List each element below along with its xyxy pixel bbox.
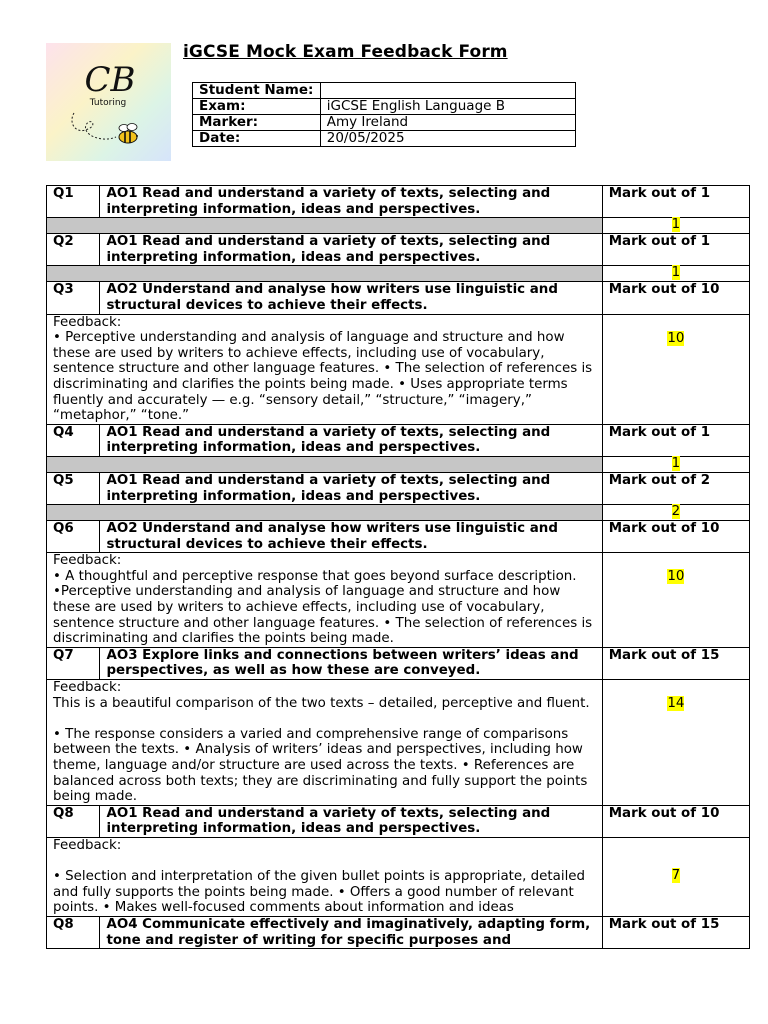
- score-bar: [47, 266, 603, 282]
- student-info-table: [192, 82, 576, 147]
- score-cell: [602, 505, 749, 521]
- mark-out-of: Mark out of 1: [602, 186, 749, 218]
- date-value: 20/05/2025: [320, 131, 575, 147]
- mark-out-of: Mark out of 15: [602, 916, 749, 948]
- assessment-objective: AO3 Explore links and connections between writers’ ideas and perspectives, as well as how these are conveyed.: [100, 647, 602, 679]
- exam-value: iGCSE English Language B: [320, 99, 575, 115]
- feedback-label: Feedback:: [53, 837, 122, 853]
- feedback-cell: [47, 837, 603, 916]
- student-name-field: [320, 83, 575, 99]
- mark-out-of: Mark out of 15: [602, 647, 749, 679]
- logo-subtitle: Tutoring: [89, 98, 127, 108]
- score-row: [47, 456, 750, 472]
- score-cell: [602, 314, 749, 424]
- mark-out-of: Mark out of 10: [602, 521, 749, 553]
- feedback-label: Feedback:: [53, 553, 122, 569]
- question-row: [47, 521, 750, 553]
- mark-out-of: Mark out of 1: [602, 424, 749, 456]
- question-number: Q4: [47, 424, 100, 456]
- feedback-row: [47, 314, 750, 424]
- logo-initials: CB: [84, 60, 136, 100]
- score-cell: [602, 680, 749, 806]
- info-key: Student Name:: [193, 83, 321, 99]
- feedback-spacer: [53, 711, 596, 727]
- score-bar: [47, 218, 603, 234]
- assessment-objective: AO4 Communicate effectively and imaginatively, adapting form, tone and register of writing for specific purposes and: [100, 916, 602, 948]
- mark-out-of: Mark out of 10: [602, 805, 749, 837]
- question-number: Q8: [47, 805, 100, 837]
- score-value: 1: [671, 217, 681, 233]
- info-row-marker: [193, 115, 576, 131]
- question-number: Q7: [47, 647, 100, 679]
- info-row-student: [193, 83, 576, 99]
- score-value: 10: [667, 569, 685, 585]
- question-row: [47, 472, 750, 504]
- question-row: [47, 282, 750, 314]
- score-cell: [602, 266, 749, 282]
- feedback-text: • A thoughtful and perceptive response that goes beyond surface description. •Perceptive understanding and analysis of language and structure and how these are used by writers to achieve effects, including use of vocabulary, sentence structure and other language features. • The selection of references is discriminating and clarifies the points being made.: [53, 568, 593, 647]
- score-value: 7: [671, 867, 681, 883]
- assessment-objective: AO1 Read and understand a variety of texts, selecting and interpreting information, ideas and perspectives.: [100, 424, 602, 456]
- feedback-row: [47, 837, 750, 916]
- assessment-objective: AO1 Read and understand a variety of texts, selecting and interpreting information, ideas and perspectives.: [100, 186, 602, 218]
- score-bar: [47, 505, 603, 521]
- form-title: iGCSE Mock Exam Feedback Form: [183, 42, 508, 62]
- feedback-text: • Selection and interpretation of the given bullet points is appropriate, detailed and fully supports the points being made. • Offers a good number of relevant points. • Makes well-focused comments about information and ideas: [53, 869, 586, 916]
- question-row: [47, 424, 750, 456]
- score-cell: [602, 553, 749, 648]
- score-value: 14: [667, 696, 685, 712]
- info-row-date: [193, 131, 576, 147]
- assessment-objective: AO1 Read and understand a variety of texts, selecting and interpreting information, ideas and perspectives.: [100, 472, 602, 504]
- assessment-objective: AO2 Understand and analyse how writers use linguistic and structural devices to achieve their effects.: [100, 521, 602, 553]
- mark-out-of: Mark out of 1: [602, 234, 749, 266]
- score-row: [47, 266, 750, 282]
- feedback-label: Feedback:: [53, 680, 122, 696]
- score-cell: [602, 218, 749, 234]
- question-row: [47, 805, 750, 837]
- question-row: [47, 234, 750, 266]
- question-row: [47, 916, 750, 948]
- info-key: Date:: [193, 131, 321, 147]
- score-row: [47, 218, 750, 234]
- marker-value: Amy Ireland: [320, 115, 575, 131]
- feedback-text: • The response considers a varied and comprehensive range of comparisons between the texts. • Analysis of writers’ ideas and perspectives, including how theme, language and/or structure are used across the texts. • References are balanced across both texts; they are discriminating and fully support the points being made.: [53, 726, 588, 805]
- feedback-cell: [47, 680, 603, 806]
- info-key: Marker:: [193, 115, 321, 131]
- question-row: [47, 186, 750, 218]
- assessment-objective: AO2 Understand and analyse how writers use linguistic and structural devices to achieve their effects.: [100, 282, 602, 314]
- feedback-row: [47, 680, 750, 806]
- feedback-text: • Perceptive understanding and analysis of language and structure and how these are used by writers to achieve effects, including use of vocabulary, sentence structure and other language features. • The selection of references is discriminating and clarifies the points being made. • Uses appropriate terms fluently and accurately — e.g. “sensory detail,” “structure,” “imagery,” “metaphor,” “tone.”: [53, 330, 593, 424]
- question-number: Q3: [47, 282, 100, 314]
- score-bar: [47, 456, 603, 472]
- question-number: Q8: [47, 916, 100, 948]
- info-row-exam: [193, 99, 576, 115]
- mark-out-of: Mark out of 2: [602, 472, 749, 504]
- score-value: 1: [671, 265, 681, 281]
- feedback-row: [47, 553, 750, 648]
- cb-tutoring-logo: [46, 43, 171, 161]
- feedback-cell: [47, 553, 603, 648]
- score-cell: [602, 837, 749, 916]
- info-key: Exam:: [193, 99, 321, 115]
- question-number: Q1: [47, 186, 100, 218]
- assessment-objective: AO1 Read and understand a variety of texts, selecting and interpreting information, ideas and perspectives.: [100, 805, 602, 837]
- question-row: [47, 647, 750, 679]
- assessment-objective: AO1 Read and understand a variety of texts, selecting and interpreting information, ideas and perspectives.: [100, 234, 602, 266]
- question-number: Q6: [47, 521, 100, 553]
- question-number: Q5: [47, 472, 100, 504]
- feedback-spacer: [53, 854, 596, 870]
- feedback-cell: [47, 314, 603, 424]
- feedback-label: Feedback:: [53, 314, 122, 330]
- score-row: [47, 505, 750, 521]
- questions-table: [46, 185, 750, 949]
- score-value: 1: [671, 455, 681, 471]
- question-number: Q2: [47, 234, 100, 266]
- bee-icon: [46, 43, 171, 161]
- mark-out-of: Mark out of 10: [602, 282, 749, 314]
- score-value: 10: [667, 330, 685, 346]
- feedback-intro: This is a beautiful comparison of the two texts – detailed, perceptive and fluent.: [53, 695, 590, 711]
- score-cell: [602, 456, 749, 472]
- score-value: 2: [671, 504, 681, 520]
